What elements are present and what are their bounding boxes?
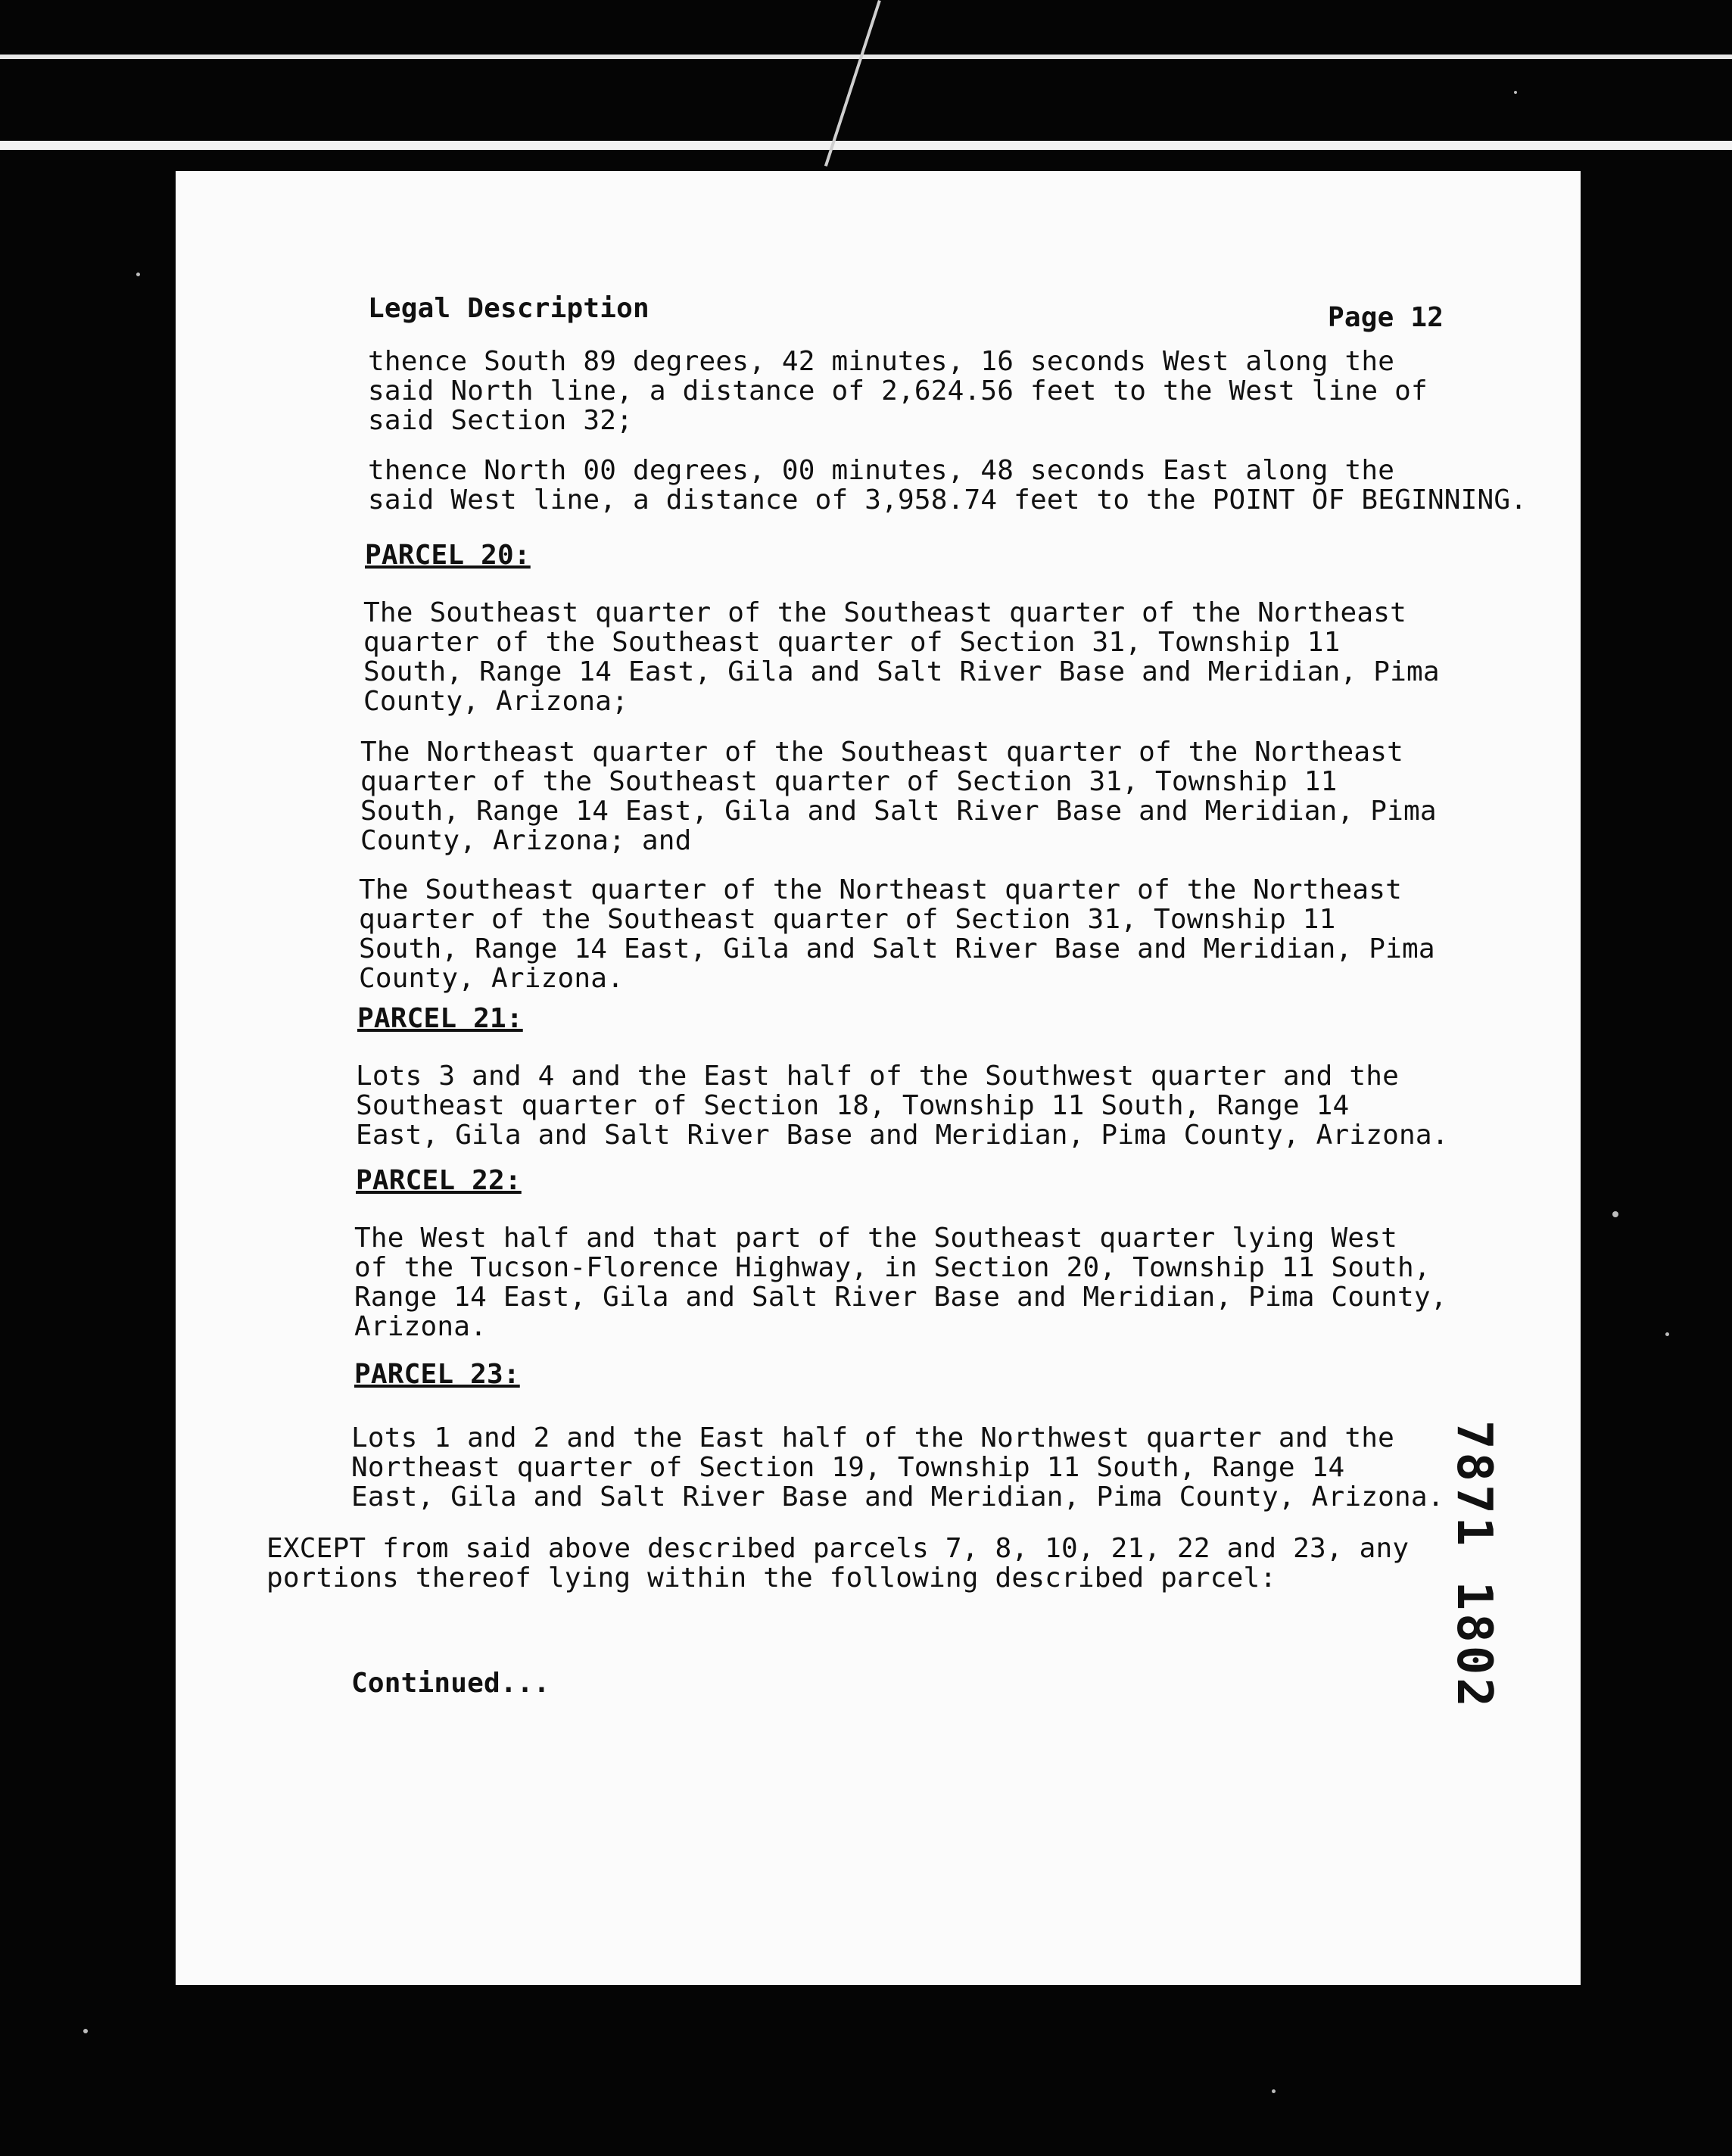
parcel-20-paragraph-1: The Southeast quarter of the Southeast quarter of the Northeast quarter of the Southeast quarter of Section 31, Township 11 South, Range 14 East, Gila and Salt River Base and Meridian, Pima County, Arizona;	[363, 597, 1440, 717]
scan-speck	[136, 273, 140, 276]
parcel-23-paragraph: Lots 1 and 2 and the East half of the Northwest quarter and the Northeast quarter of Section 19, Township 11 South, Range 14 East, Gila and Salt River Base and Meridian, Pima County, Arizona.	[351, 1422, 1444, 1513]
document-title: Legal Description	[368, 293, 650, 324]
document-page	[176, 171, 1581, 1985]
parcel-20-heading: PARCEL 20:	[365, 540, 531, 571]
parcel-21-heading: PARCEL 21:	[357, 1003, 523, 1034]
scan-speck	[1612, 1211, 1618, 1217]
parcel-23-heading: PARCEL 23:	[354, 1359, 520, 1390]
scan-border-line	[0, 55, 1732, 59]
page-number: Page 12	[1328, 302, 1444, 333]
parcel-22-heading: PARCEL 22:	[356, 1165, 522, 1196]
continued-label: Continued...	[351, 1668, 550, 1699]
parcel-22-paragraph: The West half and that part of the Southeast quarter lying West of the Tucson-Florence Highway, in Section 20, Township 11 South, Range 14 East, Gila and Salt River Base and Meridian, Pima County, Arizona.	[354, 1223, 1447, 1342]
paragraph-south-89: thence South 89 degrees, 42 minutes, 16 seconds West along the said North line, a distance of 2,624.56 feet to the West line of said Section 32;	[368, 346, 1428, 436]
paragraph-north-00: thence North 00 degrees, 00 minutes, 48 seconds East along the said West line, a distance of 3,958.74 feet to the POINT OF BEGINNING.	[368, 455, 1528, 516]
scan-speck	[1665, 1332, 1669, 1336]
except-paragraph: EXCEPT from said above described parcels 7, 8, 10, 21, 22 and 23, any portions thereof lying within the following described parcel:	[266, 1533, 1410, 1594]
margin-stamp: 7871 1802	[1446, 1420, 1502, 1710]
scan-border-line	[0, 141, 1732, 150]
scan-speck	[1514, 91, 1517, 94]
parcel-20-paragraph-2: The Northeast quarter of the Southeast quarter of the Northeast quarter of the Southeast quarter of Section 31, Township 11 South, Range 14 East, Gila and Salt River Base and Meridian, Pima County, Arizona; and	[360, 737, 1437, 856]
scan-speck	[1272, 2089, 1276, 2093]
parcel-21-paragraph: Lots 3 and 4 and the East half of the Southwest quarter and the Southeast quarter of Section 18, Township 11 South, Range 14 East, Gila and Salt River Base and Meridian, Pima County, Arizona.	[356, 1061, 1449, 1151]
parcel-20-paragraph-3: The Southeast quarter of the Northeast quarter of the Northeast quarter of the Southeast quarter of Section 31, Township 11 South, Range 14 East, Gila and Salt River Base and Meridian, Pima County, Arizona.	[359, 874, 1435, 994]
scan-speck	[83, 2029, 88, 2033]
